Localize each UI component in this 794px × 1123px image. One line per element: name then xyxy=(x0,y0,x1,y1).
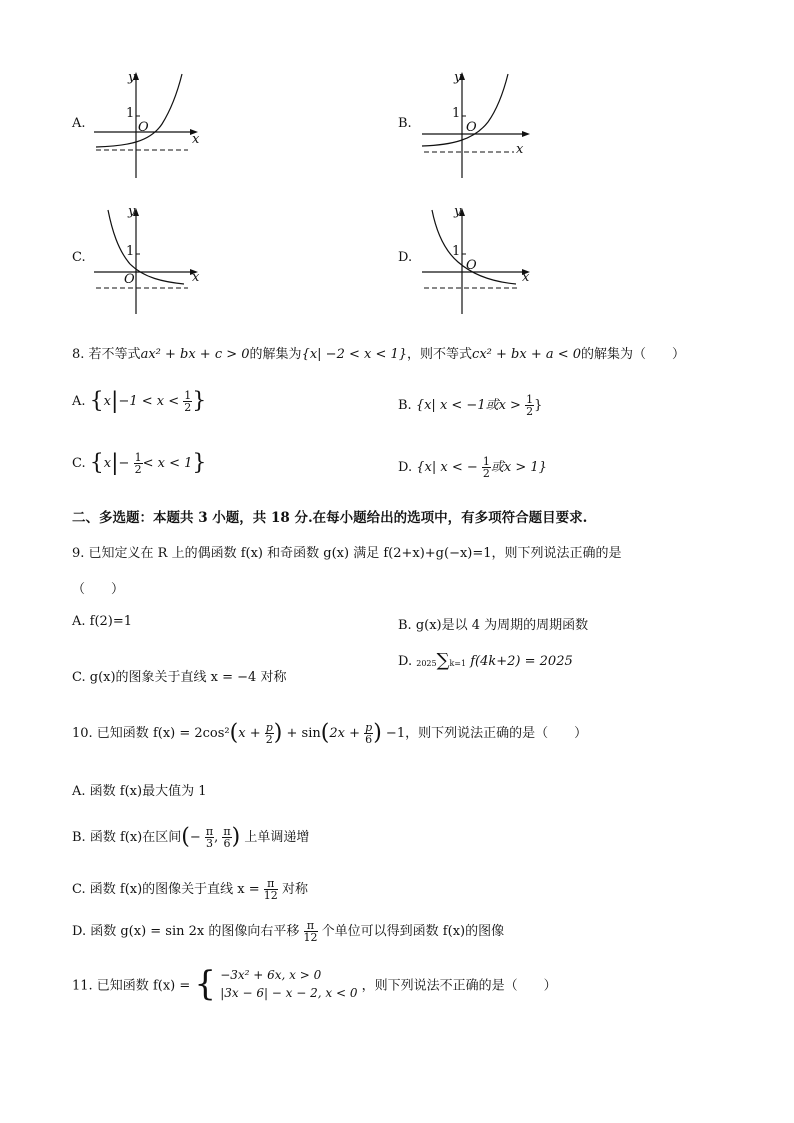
q10-option-b: B. 函数 f(x)在区间(− $\frac{\pi}{3}$ , $\frac{\pi}{6}$ ) 上单调递增 xyxy=(72,824,310,850)
fraction: $\frac{p}{2}$ xyxy=(265,721,273,746)
option-text: B. 函数 f(x)在区间 xyxy=(72,830,182,845)
option-b-label: B. xyxy=(398,116,412,131)
q10-option-d xyxy=(72,920,504,943)
x-axis-label: x xyxy=(192,132,200,147)
question-text: 11. 已知函数 f(x) = xyxy=(72,978,191,994)
x-axis-label: x xyxy=(192,270,200,285)
one-label: 1 xyxy=(452,106,461,121)
case-1: −3x² + 6x, x > 0 xyxy=(220,968,322,982)
origin-label: O xyxy=(466,258,477,273)
fraction: $\frac{\pi}{6}$ xyxy=(223,825,231,850)
solution-set: {x| −2 < x < 1} xyxy=(301,347,408,362)
question-9: 9. 已知定义在 R 上的偶函数 f(x) 和奇函数 g(x) 满足 f(2+x)+g(−x)=1，则下列说法正确的是 xyxy=(72,546,622,561)
question-9-blank: （ ） xyxy=(72,582,125,597)
set-condition: −1 < x < xyxy=(118,394,180,409)
option-text: 个单位可以得到函数 f(x)的图像 xyxy=(321,924,505,939)
one-label: 1 xyxy=(126,106,135,121)
set-condition: < x < 1 xyxy=(142,456,193,471)
option-text: 对称 xyxy=(281,882,308,897)
sum-expression: f(4k+2) = 2025 xyxy=(470,653,573,669)
fraction: $\frac{\pi}{12}$ xyxy=(303,919,318,944)
option-text: 上单调递增 xyxy=(244,830,310,845)
question-text: 若不等式 xyxy=(88,347,141,362)
graph-d xyxy=(418,202,538,317)
question-text: −1，则下列说法正确的是（ ） xyxy=(385,726,588,741)
graph-b xyxy=(418,68,538,183)
question-text: 的解集为（ ） xyxy=(581,347,686,362)
expr: + sin xyxy=(286,726,321,741)
option-c-label: C. xyxy=(72,250,86,265)
option-a-label: A. xyxy=(72,116,86,131)
question-11: 11. 已知函数 f(x) = { −3x² + 6x, x > 0 |3x − 6| − x − 2, x < 0 ，则下列说法不正确的是（ ） xyxy=(72,964,557,1004)
option-label: D. xyxy=(398,653,413,669)
option-d-label: D. xyxy=(398,250,413,265)
case-2: |3x − 6| − x − 2, x < 0 xyxy=(220,986,358,1000)
set-condition: {x| x < − xyxy=(416,460,478,475)
one-label: 1 xyxy=(452,244,461,259)
fraction: $\frac{1}{2}$ xyxy=(184,389,192,414)
expr: x + xyxy=(238,726,261,741)
graph-c xyxy=(88,202,208,317)
one-label: 1 xyxy=(126,244,135,259)
set-var: x xyxy=(103,394,112,409)
set-condition: {x| x < −1或x > xyxy=(415,398,521,413)
q8-option-d xyxy=(398,456,547,479)
origin-label: O xyxy=(124,272,135,287)
fraction: $\frac{1}{2}$ xyxy=(482,455,490,480)
graph-a xyxy=(88,68,208,183)
q10-option-a: A. 函数 f(x)最大值为 1 xyxy=(72,784,207,799)
q9-option-a: A. f(2)=1 xyxy=(72,614,133,629)
piecewise-cases xyxy=(220,966,357,1002)
fraction: $\frac{\pi}{3}$ xyxy=(205,825,214,850)
set-close: } xyxy=(534,398,543,413)
option-label: B. xyxy=(398,398,412,413)
q8-option-b xyxy=(398,394,542,417)
q8-option-c: C. {x|− $\frac{1}{2}$ < x < 1} xyxy=(72,450,207,476)
origin-label: O xyxy=(466,120,477,135)
q9-option-c: C. g(x)的图象关于直线 x = −4 对称 xyxy=(72,670,287,685)
option-label: D. xyxy=(398,460,413,475)
fraction: $\frac{1}{2}$ xyxy=(526,393,534,418)
set-var: x xyxy=(103,456,112,471)
minus-sign: − xyxy=(118,456,130,471)
x-axis-label: x xyxy=(516,142,524,157)
question-text: ，则下列说法不正确的是（ ） xyxy=(361,978,557,994)
fraction: $\frac{1}{2}$ xyxy=(134,451,142,476)
option-text: D. 函数 g(x) = sin 2x 的图像向右平移 xyxy=(72,924,300,939)
section-heading: 二、多选题：本题共 3 小题，共 18 分.在每小题给出的选项中，有多项符合题目要求. xyxy=(72,510,588,526)
expr: 2x + xyxy=(329,726,360,741)
q8-option-a: A. {x|−1 < x < $\frac{1}{2}$ } xyxy=(72,388,207,414)
question-8 xyxy=(72,343,685,362)
fraction: $\frac{p}{6}$ xyxy=(365,721,373,746)
y-axis-label: y xyxy=(454,204,462,219)
fraction: $\frac{\pi}{12}$ xyxy=(263,877,278,902)
y-axis-label: y xyxy=(454,70,462,85)
q9-option-b: B. g(x)是以 4 为周期的周期函数 xyxy=(398,618,589,633)
inequality: ax² + bx + c > 0 xyxy=(140,347,250,362)
question-text: 10. 已知函数 f(x) = 2cos² xyxy=(72,726,230,741)
y-axis-label: y xyxy=(128,70,136,85)
question-text: 的解集为 xyxy=(249,347,302,362)
q9-option-d xyxy=(398,652,573,671)
y-axis-label: y xyxy=(128,204,136,219)
option-label: A. xyxy=(72,394,86,409)
q10-option-c xyxy=(72,878,308,901)
set-condition: 或x > 1} xyxy=(490,460,547,475)
option-label: C. xyxy=(72,456,86,471)
origin-label: O xyxy=(138,120,149,135)
inequality: cx² + bx + a < 0 xyxy=(472,347,582,362)
question-number: 8. xyxy=(72,347,85,362)
x-axis-label: x xyxy=(522,270,530,285)
option-text: C. 函数 f(x)的图像关于直线 x = xyxy=(72,882,260,897)
summation: 2025∑k=1 xyxy=(416,650,467,671)
question-text: ，则不等式 xyxy=(407,347,473,362)
question-10: 10. 已知函数 f(x) = 2cos²(x + $\frac{p}{2}$ ) + sin(2x + $\frac{p}{6}$ ) −1，则下列说法正确的是（ ） xyxy=(72,720,588,746)
